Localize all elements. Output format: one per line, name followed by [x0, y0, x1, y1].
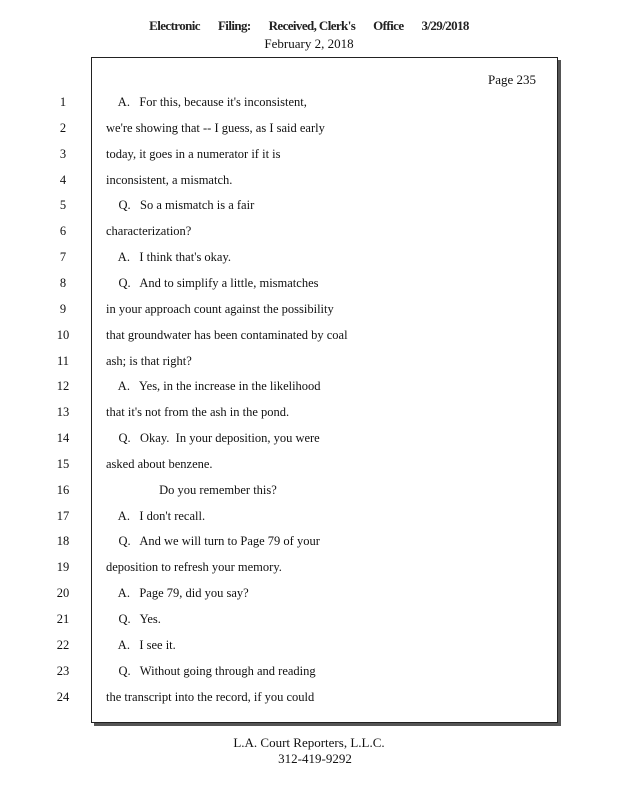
line-number: 11 [56, 354, 70, 368]
transcript-line: Do you remember this? [106, 483, 277, 497]
line-number: 8 [59, 276, 67, 290]
court-reporter-phone: 312-419-9292 [278, 751, 352, 766]
transcript-line: ash; is that right? [106, 354, 192, 368]
transcript-line: Q. So a mismatch is a fair [106, 198, 255, 212]
filing-word: Filing: [217, 18, 251, 33]
line-number: 20 [56, 586, 70, 600]
court-reporter-name: L.A. Court Reporters, L.L.C. [233, 735, 385, 750]
line-number: 10 [56, 328, 70, 342]
line-number: 14 [56, 431, 70, 445]
line-number: 16 [56, 483, 70, 497]
transcript-date: February 2, 2018 [264, 36, 354, 51]
transcript-line: Q. Okay. In your deposition, you were [106, 431, 320, 445]
page-number: Page 235 [487, 72, 536, 87]
transcript-line: deposition to refresh your memory. [106, 560, 282, 574]
line-number: 24 [56, 690, 70, 704]
line-number: 22 [56, 638, 70, 652]
line-number: 4 [59, 173, 67, 187]
transcript-line: A. I think that's okay. [106, 250, 232, 264]
transcript-line: that groundwater has been contaminated by coal [106, 328, 348, 342]
line-number: 18 [56, 534, 70, 548]
line-number: 9 [59, 302, 67, 316]
line-number: 1 [59, 95, 67, 109]
transcript-line: Q. Yes. [106, 612, 161, 626]
transcript-line: in your approach count against the possibility [106, 302, 334, 316]
line-number: 21 [56, 612, 70, 626]
line-number: 23 [56, 664, 70, 678]
filing-word: 3/29/2018 [421, 18, 469, 33]
filing-word: Received, Clerk's [268, 18, 356, 33]
transcript-line: A. Yes, in the increase in the likelihood [106, 379, 321, 393]
transcript-line: A. Page 79, did you say? [106, 586, 249, 600]
line-number: 12 [56, 379, 70, 393]
filing-word: Office [373, 18, 404, 33]
line-number: 13 [56, 405, 70, 419]
transcript-line: Q. Without going through and reading [106, 664, 316, 678]
transcript-line: we're showing that -- I guess, as I said early [106, 121, 325, 135]
line-number: 15 [56, 457, 70, 471]
line-number: 19 [56, 560, 70, 574]
line-number: 17 [56, 509, 70, 523]
line-number: 3 [59, 147, 67, 161]
line-number: 7 [59, 250, 67, 264]
line-number: 2 [59, 121, 67, 135]
transcript-line: characterization? [106, 224, 192, 238]
transcript-line: Q. And to simplify a little, mismatches [106, 276, 319, 290]
transcript-line: inconsistent, a mismatch. [106, 173, 233, 187]
line-number: 5 [59, 198, 67, 212]
transcript-line: the transcript into the record, if you could [106, 690, 315, 704]
transcript-line: today, it goes in a numerator if it is [106, 147, 281, 161]
filing-word: Electronic [149, 18, 200, 33]
transcript-line: that it's not from the ash in the pond. [106, 405, 290, 419]
transcript-line: A. I see it. [106, 638, 176, 652]
transcript-line: asked about benzene. [106, 457, 213, 471]
transcript-line: Q. And we will turn to Page 79 of your [106, 534, 320, 548]
filing-stamp [0, 18, 618, 34]
transcript-line: A. I don't recall. [106, 509, 206, 523]
line-number: 6 [59, 224, 67, 238]
transcript-line: A. For this, because it's inconsistent, [106, 95, 307, 109]
